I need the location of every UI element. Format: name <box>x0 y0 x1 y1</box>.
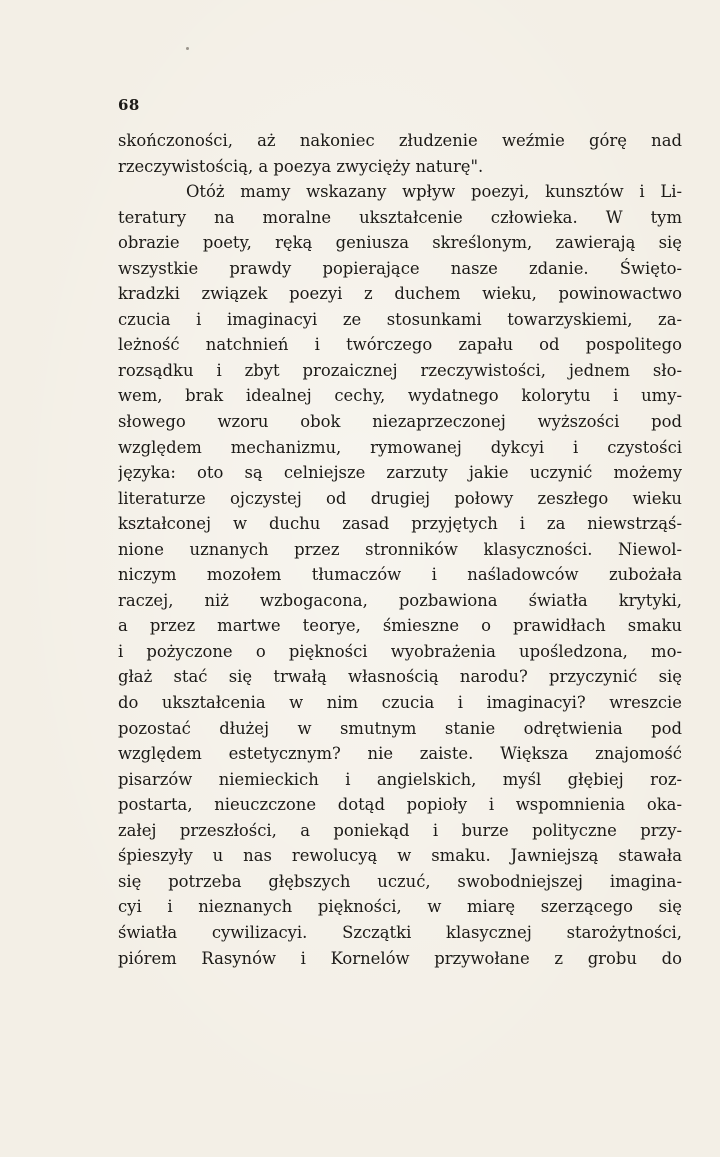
text-line: do ukształcenia w nim czucia i imaginacyi? wreszcie <box>118 693 682 713</box>
text-line: słowego wzoru obok niezaprzeczonej wyższości pod <box>118 412 682 432</box>
text-line: postarta, nieuczczone dotąd popioły i wspomnienia oka- <box>118 795 682 815</box>
text-line: języka: oto są celniejsze zarzuty jakie uczynić możemy <box>118 463 682 483</box>
text-line: światła cywilizacyi. Szczątki klasycznej starożytności, <box>118 922 682 942</box>
text-line: wszystkie prawdy popierające nasze zdanie. Święto- <box>118 258 682 278</box>
text-line: literaturze ojczystej od drugiej połowy zeszłego wieku <box>118 488 682 508</box>
text-line: leżność natchnień i twórczego zapału od pospolitego <box>118 335 682 355</box>
text-line: rozsądku i zbyt prozaicznej rzeczywistości, jednem sło- <box>118 360 682 380</box>
page-number: 68 <box>118 96 140 114</box>
text-line: piórem Rasynów i Kornelów przywołane z grobu do <box>118 948 682 968</box>
text-line: teratury na moralne ukształcenie człowieka. W tym <box>118 207 682 227</box>
text-line: czucia i imaginacyi ze stosunkami towarzyskiemi, za- <box>118 309 682 329</box>
text-line: się potrzeba głębszych uczuć, swobodniejszej imagina- <box>118 871 682 891</box>
text-line: załej przeszłości, a poniekąd i burze polityczne przy- <box>118 820 682 840</box>
text-line: nione uznanych przez stronników klasyczności. Niewol- <box>118 539 682 559</box>
text-line: pisarzów niemieckich i angielskich, myśl głębiej roz- <box>118 769 682 789</box>
text-line: kradzki związek poezyi z duchem wieku, powinowactwo <box>118 284 682 304</box>
text-line: Otóż mamy wskazany wpływ poezyi, kunsztów i Li- <box>186 182 682 202</box>
text-line: niczym mozołem tłumaczów i naśladowców zubożała <box>118 565 682 585</box>
text-line: kształconej w duchu zasad przyjętych i za niewstrząś- <box>118 514 682 534</box>
text-line: względem estetycznym? nie zaiste. Większa znajomość <box>118 744 682 764</box>
text-line: śpieszyły u nas rewolucyą w smaku. Jawniejszą stawała <box>118 846 682 866</box>
paper-speck <box>186 47 189 50</box>
text-line: obrazie poety, ręką geniusza skreślonym, zawierają się <box>118 233 682 253</box>
text-line: pozostać dłużej w smutnym stanie odrętwienia pod <box>118 718 682 738</box>
text-line: i pożyczone o piękności wyobrażenia upośledzona, mo- <box>118 641 682 661</box>
text-line: wem, brak idealnej cechy, wydatnego kolorytu i umy- <box>118 386 682 406</box>
text-line: względem mechanizmu, rymowanej dykcyi i czystości <box>118 437 682 457</box>
text-line: rzeczywistością, a poezya zwycięży naturę". <box>118 156 484 176</box>
body-text <box>118 128 682 971</box>
text-line: a przez martwe teorye, śmieszne o prawidłach smaku <box>118 616 682 636</box>
text-line: raczej, niż wzbogacona, pozbawiona światła krytyki, <box>118 590 682 610</box>
text-line: głaż stać się trwałą własnością narodu? przyczynić się <box>118 667 682 687</box>
text-line: skończoności, aż nakoniec złudzenie weźmie górę nad <box>118 131 682 150</box>
text-line: cyi i nieznanych piękności, w miarę szerzącego się <box>118 897 682 917</box>
